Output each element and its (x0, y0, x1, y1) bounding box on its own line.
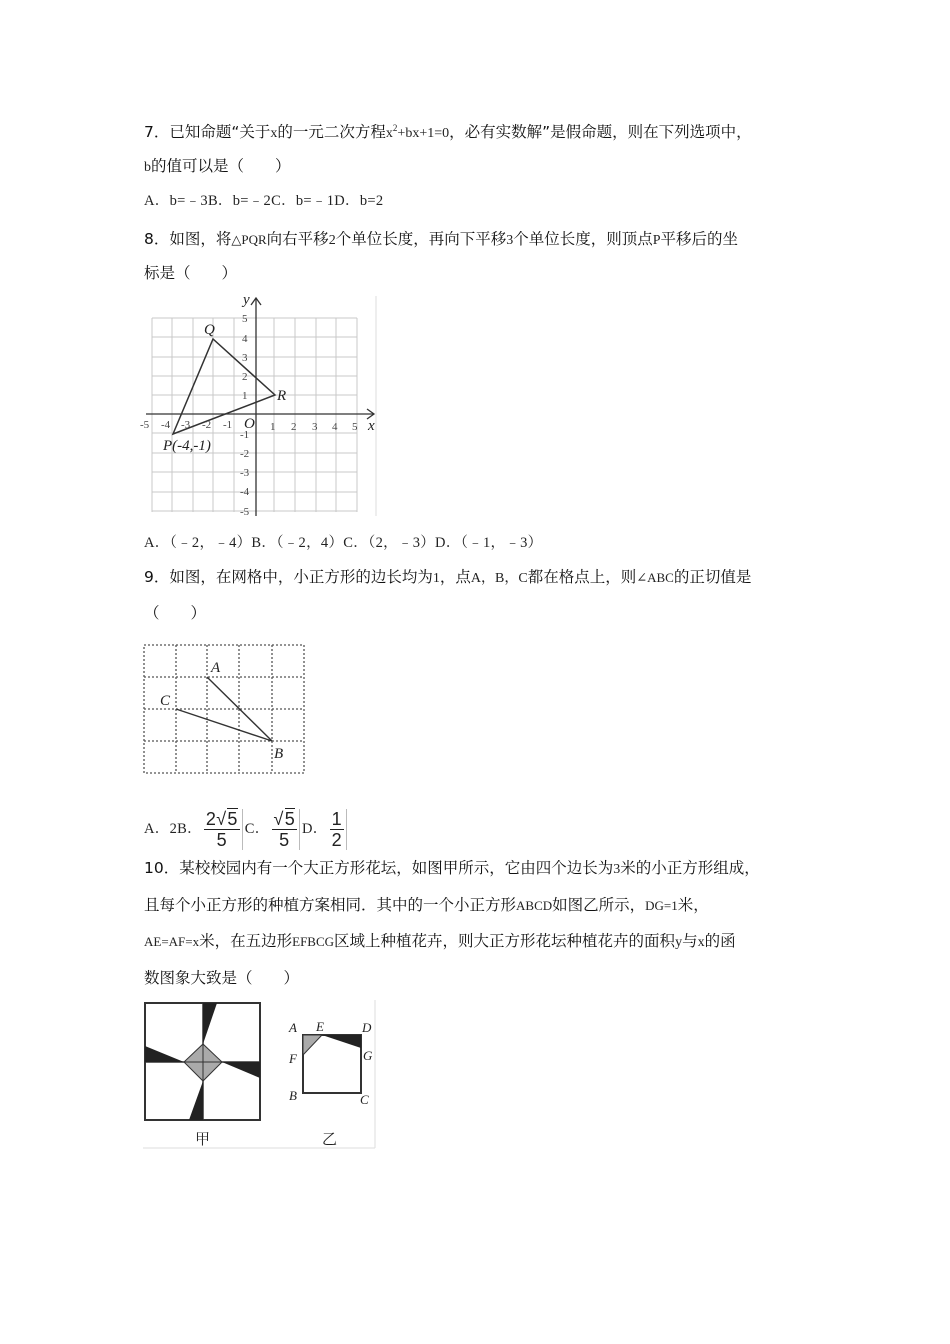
point-g-label: G (363, 1048, 373, 1063)
q10-text: 的函 (704, 932, 736, 950)
coordinate-grid-figure (140, 292, 380, 518)
q7-text: ，必有实数解”是假命题，则在下列选项中， (449, 123, 752, 141)
q8-text: 个单位长度，则顶点 (513, 230, 653, 248)
eq-base: x (385, 126, 393, 141)
point-b-label: B (274, 746, 284, 762)
figure-yi-label: 乙 (322, 1130, 338, 1148)
number: 3 (506, 233, 514, 248)
var-x: x (270, 126, 278, 141)
point-r-label: R (277, 388, 287, 404)
point-e-label: E (316, 1019, 324, 1034)
figure-jia (145, 1003, 260, 1120)
q7-line1 (144, 118, 752, 144)
svg-text:2: 2 (291, 421, 297, 433)
svg-text:5: 5 (242, 313, 248, 325)
point-p-label: P(-4,-1) (163, 438, 211, 454)
ae-value: AE=AF=x (144, 934, 200, 949)
svg-text:-4: -4 (240, 486, 250, 498)
var-x: x (697, 935, 705, 950)
dg-value: DG=1 (645, 898, 678, 913)
point-b-label: B (289, 1088, 297, 1103)
q9-text: 都在格点上，则 (527, 568, 637, 586)
q10-text: 10．某校校园内有一个大正方形花坛，如图甲所示，它由四个边长为 (144, 859, 614, 877)
figure-yi (303, 1035, 361, 1093)
q7-text: 的一元二次方程 (277, 123, 386, 141)
q8-line1 (144, 229, 738, 251)
svg-text:-1: -1 (240, 429, 250, 441)
svg-text:-5: -5 (140, 419, 150, 431)
svg-text:-5: -5 (240, 506, 250, 518)
option-d-fraction: $\frac{1}{2}$ (330, 809, 347, 850)
svg-text:-3: -3 (181, 419, 191, 431)
q7-line2 (144, 156, 291, 178)
q8-line2: 标是（ ） (144, 264, 238, 282)
point-label: P (652, 233, 661, 248)
svg-text:2: 2 (242, 371, 248, 383)
radicand: 5 (227, 809, 238, 830)
square-label: ABCD (516, 898, 553, 913)
q10-text: 米，在五边形 (199, 932, 293, 950)
q9-line1 (144, 567, 751, 589)
q8-text: 个单位长度，再向下平移 (335, 230, 507, 248)
points-list: A，B，C (470, 571, 528, 586)
point-f-label: F (289, 1051, 297, 1066)
option-a: A．2B． (144, 821, 202, 837)
number: 1 (432, 571, 440, 586)
sqrt-icon: √ (273, 809, 284, 830)
q9-line2: （ ） (144, 604, 207, 622)
option-c-fraction (272, 809, 301, 850)
q8-text: 8．如图，将 (144, 230, 232, 248)
svg-text:4: 4 (242, 333, 248, 345)
option-d: D． (302, 821, 328, 837)
point-a-label: A (289, 1020, 297, 1035)
eq-rest: +bx+1=0 (397, 126, 450, 141)
q7-text: 的值可以是（ ） (151, 157, 291, 175)
flowerbed-figure (140, 998, 380, 1153)
point-q-label: Q (204, 322, 215, 338)
var-y: y (675, 935, 683, 950)
origin-label: O (244, 416, 255, 432)
svg-text:5: 5 (352, 421, 358, 433)
q9-text: 的正切值是 (673, 568, 752, 586)
svg-text:4: 4 (332, 421, 338, 433)
x-axis-label: x (368, 418, 375, 434)
svg-text:3: 3 (242, 352, 248, 364)
angle-label: ∠ABC (636, 570, 674, 585)
number: 2 (328, 233, 336, 248)
q8-options: A．（﹣2，﹣4）B．（﹣2，4）C．（2，﹣3）D．（﹣1，﹣3） (144, 535, 543, 551)
axes (146, 298, 374, 516)
denominator: 5 (216, 830, 227, 851)
q10-line3 (144, 931, 736, 953)
point-c-label: C (160, 693, 171, 709)
option-c: C． (244, 821, 270, 837)
figure-jia-label: 甲 (195, 1130, 211, 1148)
q10-line4: 数图象大致是（ ） (144, 969, 300, 987)
denominator: 5 (279, 830, 290, 851)
point-a-label: A (211, 660, 221, 676)
eq-exponent: 2 (392, 123, 398, 133)
q10-text: 与 (682, 932, 698, 950)
svg-text:-2: -2 (240, 448, 250, 460)
svg-text:-3: -3 (240, 467, 250, 479)
point-d-label: D (362, 1020, 372, 1035)
var-b: b (144, 160, 151, 175)
q10-line1 (144, 858, 760, 880)
grid-lines (152, 318, 357, 512)
svg-text:-4: -4 (161, 419, 171, 431)
option-b-fraction (204, 809, 243, 850)
q8-text: 向右平移 (266, 230, 329, 248)
q8-text: 平移后的坐 (660, 230, 739, 248)
coef: 2 (205, 809, 217, 830)
q10-line2 (144, 895, 709, 916)
svg-text:1: 1 (242, 390, 248, 402)
sqrt-icon: √ (216, 809, 227, 830)
q9-text: ，点 (439, 568, 471, 586)
q10-text: 且每个小正方形的种植方案相同．其中的一个小正方形 (144, 896, 517, 914)
pentagon-label: EFBCG (292, 934, 335, 949)
radicand: 5 (284, 809, 295, 830)
svg-text:3: 3 (312, 421, 318, 433)
q7-options: A．b=﹣3B．b=﹣2C．b=﹣1D．b=2 (144, 193, 384, 209)
svg-text:-2: -2 (202, 419, 212, 431)
q9-options (144, 806, 349, 852)
q10-text: 米的小正方形组成， (620, 859, 760, 877)
q7-text: 7．已知命题“关于 (144, 123, 271, 141)
triangle-label: △PQR (231, 232, 267, 247)
number: 3 (613, 862, 621, 877)
q9-text: 9．如图，在网格中，小正方形的边长均为 (144, 568, 433, 586)
q10-text: 如图乙所示， (552, 896, 646, 914)
svg-text:1: 1 (270, 421, 276, 433)
q10-text: 米， (677, 896, 709, 914)
point-c-label: C (360, 1092, 369, 1107)
equation (385, 123, 450, 141)
q10-text: 区域上种植花卉，则大正方形花坛种植花卉的面积 (334, 932, 676, 950)
dotted-grid-figure (140, 640, 310, 780)
svg-text:-1: -1 (223, 419, 233, 431)
y-axis-label: y (243, 292, 250, 308)
